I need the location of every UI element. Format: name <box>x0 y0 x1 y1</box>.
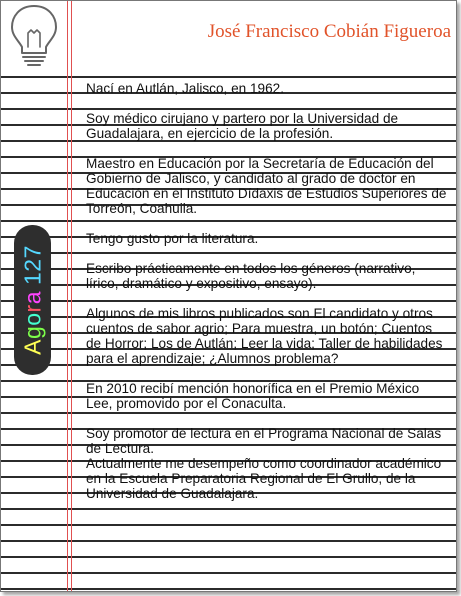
badge-letter: r <box>19 304 45 313</box>
agora-127-badge <box>14 225 51 375</box>
badge-letter: 2 <box>19 258 45 272</box>
badge-letter: a <box>19 290 45 305</box>
biography-text <box>86 81 448 516</box>
biography-paragraph: En 2010 recibí mención honorífica en el Premio México Lee, promovido por el Conaculta. <box>86 381 420 411</box>
lightbulb-icon <box>6 3 62 69</box>
badge-letter: 1 <box>19 271 45 285</box>
biography-paragraph: Soy promotor de lectura en el Programa Nacional de Salas de Lectura. Actualmente me desempeño como coordinador académico en la Escuela Preparatoria Regional de El Grullo, de la Universidad de Guadalajara. <box>86 426 442 501</box>
biography-paragraph: Tengo gusto por la literatura. <box>86 231 259 246</box>
badge-label <box>19 245 46 355</box>
biography-paragraph: Escribo prácticamente en todos los géneros (narrativo, lírico, dramático y expositivo, ensayo). <box>86 261 416 291</box>
biography-paragraph: Nací en Autlán, Jalisco, en 1962. <box>86 81 284 96</box>
page-title: José Francisco Cobián Figueroa <box>207 21 451 42</box>
margin-line-right <box>71 1 72 591</box>
badge-letter: g <box>19 325 45 340</box>
badge-letter: o <box>19 312 45 326</box>
margin-line-left <box>67 1 68 591</box>
badge-letter: 7 <box>19 245 45 259</box>
biography-paragraph: Soy médico cirujano y partero por la Universidad de Guadalajara, en ejercicio de la profesión. <box>86 111 399 141</box>
biography-paragraph: Algunos de mis libros publicados son El candidato y otros cuentos de sabor agrio; Para muestra, un botón; Cuentos de Horror; Los de Autlán; Leer la vida; Taller de habilidades para el aprendizaje; ¿Alumnos problema? <box>86 306 443 366</box>
badge-letter: A <box>19 339 45 355</box>
biography-paragraph: Maestro en Educación por la Secretaría de Educación del Gobierno de Jalisco, y candidato al grado de doctor en Educación en el Instituto Dídaxis de Estudios Superiores de Torreón, Coahuila. <box>86 156 447 216</box>
